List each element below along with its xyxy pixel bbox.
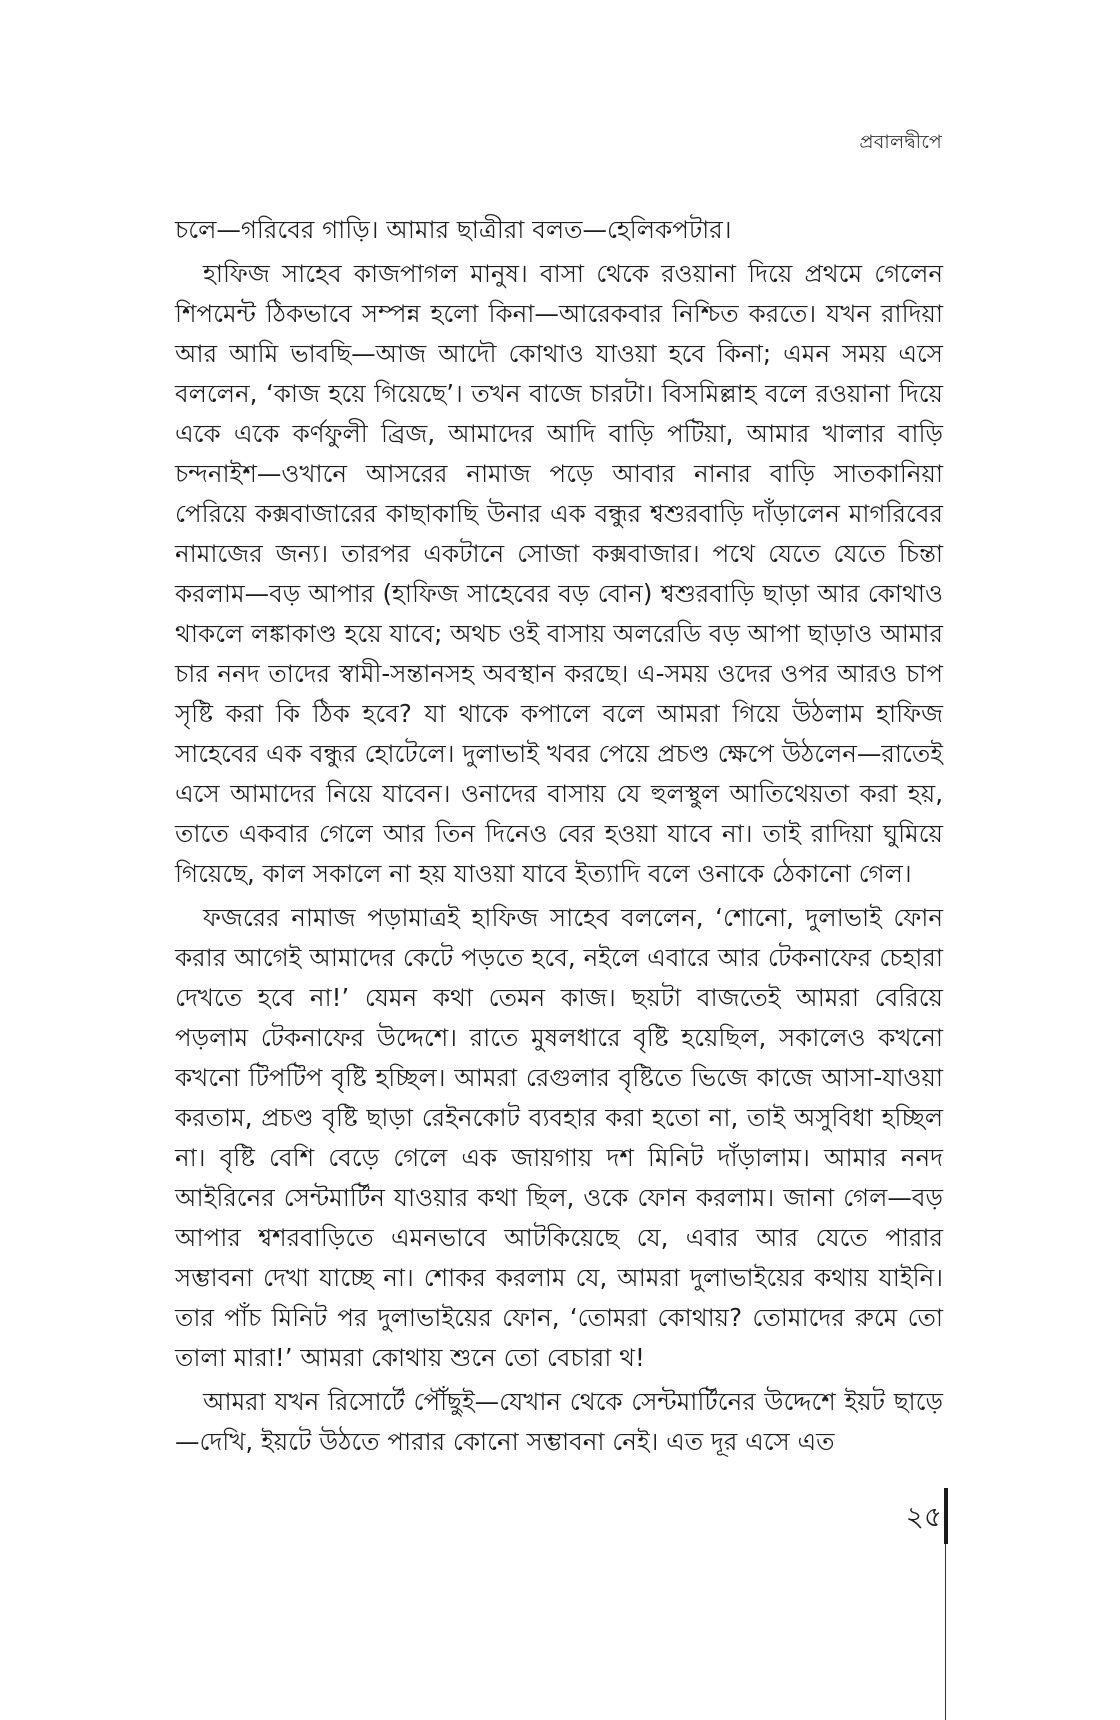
paragraph: ফজরের নামাজ পড়ামাত্রই হাফিজ সাহেব বললেন, ‘শোনো, দুলাভাই ফোন করার আগেই আমাদের কেটে পড়তে হবে, নইলে এবারে আর টেকনাফের চেহারা দেখতে হবে না!’ যেমন কথা তেমন কাজ। ছয়টা বাজতেই আমরা বেরিয়ে পড়লাম টেকনাফের উদ্দেশে। রাতে মুষলধারে বৃষ্টি হয়েছিল, সকালেও কখনো কখনো টিপটিপ বৃষ্টি হচ্ছিল। আমরা রেগুলার বৃষ্টিতে ভিজে কাজে আসা-যাওয়া করতাম, প্রচণ্ড বৃষ্টি ছাড়া রেইনকোট ব্যবহার করা হতো না, তাই অসুবিধা হচ্ছিল না। বৃষ্টি বেশি বেড়ে গেলে এক জায়গায় দশ মিনিট দাঁড়ালাম। আমার ননদ আইরিনের সেন্টমার্টিন যাওয়ার কথা ছিল, ওকে ফোন করলাম। জানা গেল—বড় আপার শ্বশরবাড়িতে এমনভাবে আটকিয়েছে যে, এবার আর যেতে পারার সম্ভাবনা দেখা যাচ্ছে না। শোকর করলাম যে, আমরা দুলাভাইয়ের কথায় যাইনি। তার পাঁচ মিনিট পর দুলাভাইয়ের ফোন, ‘তোমরা কোথায়? তোমাদের রুমে তো তালা মারা!’ আমরা কোথায় শুনে তো বেচারা থ! [175,903,943,1372]
margin-rule-thick [944,1488,948,1544]
paragraph-continuation: চলে—গরিবের গাড়ি। আমার ছাত্রীরা বলত—হেলিকপটার। [175,215,732,244]
paragraph: আমরা যখন রিসোর্টে পৌঁছুই—যেখান থেকে সেন্টমার্টিনের উদ্দেশে ইয়ট ছাড়ে—দেখি, ইয়টে উঠতে পারার কোনো সম্ভাবনা নেই। এত দূর এসে এত [175,1387,943,1456]
margin-rule-thin [945,1544,946,1720]
body-text [175,210,943,1466]
paragraph: হাফিজ সাহেব কাজপাগল মানুষ। বাসা থেকে রওয়ানা দিয়ে প্রথমে গেলেন শিপমেন্ট ঠিকভাবে সম্পন্ন হলো কিনা—আরেকবার নিশ্চিত করতে। যখন রাদিয়া আর আমি ভাবছি—আজ আদৌ কোথাও যাওয়া হবে কিনা; এমন সময় এসে বললেন, ‘কাজ হয়ে গিয়েছে’। তখন বাজে চারটা। বিসমিল্লাহ বলে রওয়ানা দিয়ে একে একে কর্ণফুলী ব্রিজ, আমাদের আদি বাড়ি পটিয়া, আমার খালার বাড়ি চন্দনাইশ—ওখানে আসরের নামাজ পড়ে আবার নানার বাড়ি সাতকানিয়া পেরিয়ে কক্সবাজারের কাছাকাছি উনার এক বন্ধুর শ্বশুরবাড়ি দাঁড়ালেন মাগরিবের নামাজের জন্য। তারপর একটানে সোজা কক্সবাজার। পথে যেতে যেতে চিন্তা করলাম—বড় আপার (হাফিজ সাহেবের বড় বোন) শ্বশুরবাড়ি ছাড়া আর কোথাও থাকলে লঙ্কাকাণ্ড হয়ে যাবে; অথচ ওই বাসায় অলরেডি বড় আপা ছাড়াও আমার চার ননদ তাদের স্বামী-সন্তানসহ অবস্থান করছে। এ-সময় ওদের ওপর আরও চাপ সৃষ্টি করা কি ঠিক হবে? যা থাকে কপালে বলে আমরা গিয়ে উঠলাম হাফিজ সাহেবের এক বন্ধুর হোটেলে। দুলাভাই খবর পেয়ে প্রচণ্ড ক্ষেপে উঠলেন—রাতেই এসে আমাদের নিয়ে যাবেন। ওনাদের বাসায় যে হুলস্থুল আতিথেয়তা করা হয়, তাতে একবার গেলে আর তিন দিনেও বের হওয়া যাবে না। তাই রাদিয়া ঘুমিয়ে গিয়েছে, কাল সকালে না হয় যাওয়া যাবে ইত্যাদি বলে ওনাকে ঠেকানো গেল। [175,259,943,888]
running-header: প্রবালদ্বীপে [859,131,942,153]
page-number: ২৫ [905,1500,942,1533]
